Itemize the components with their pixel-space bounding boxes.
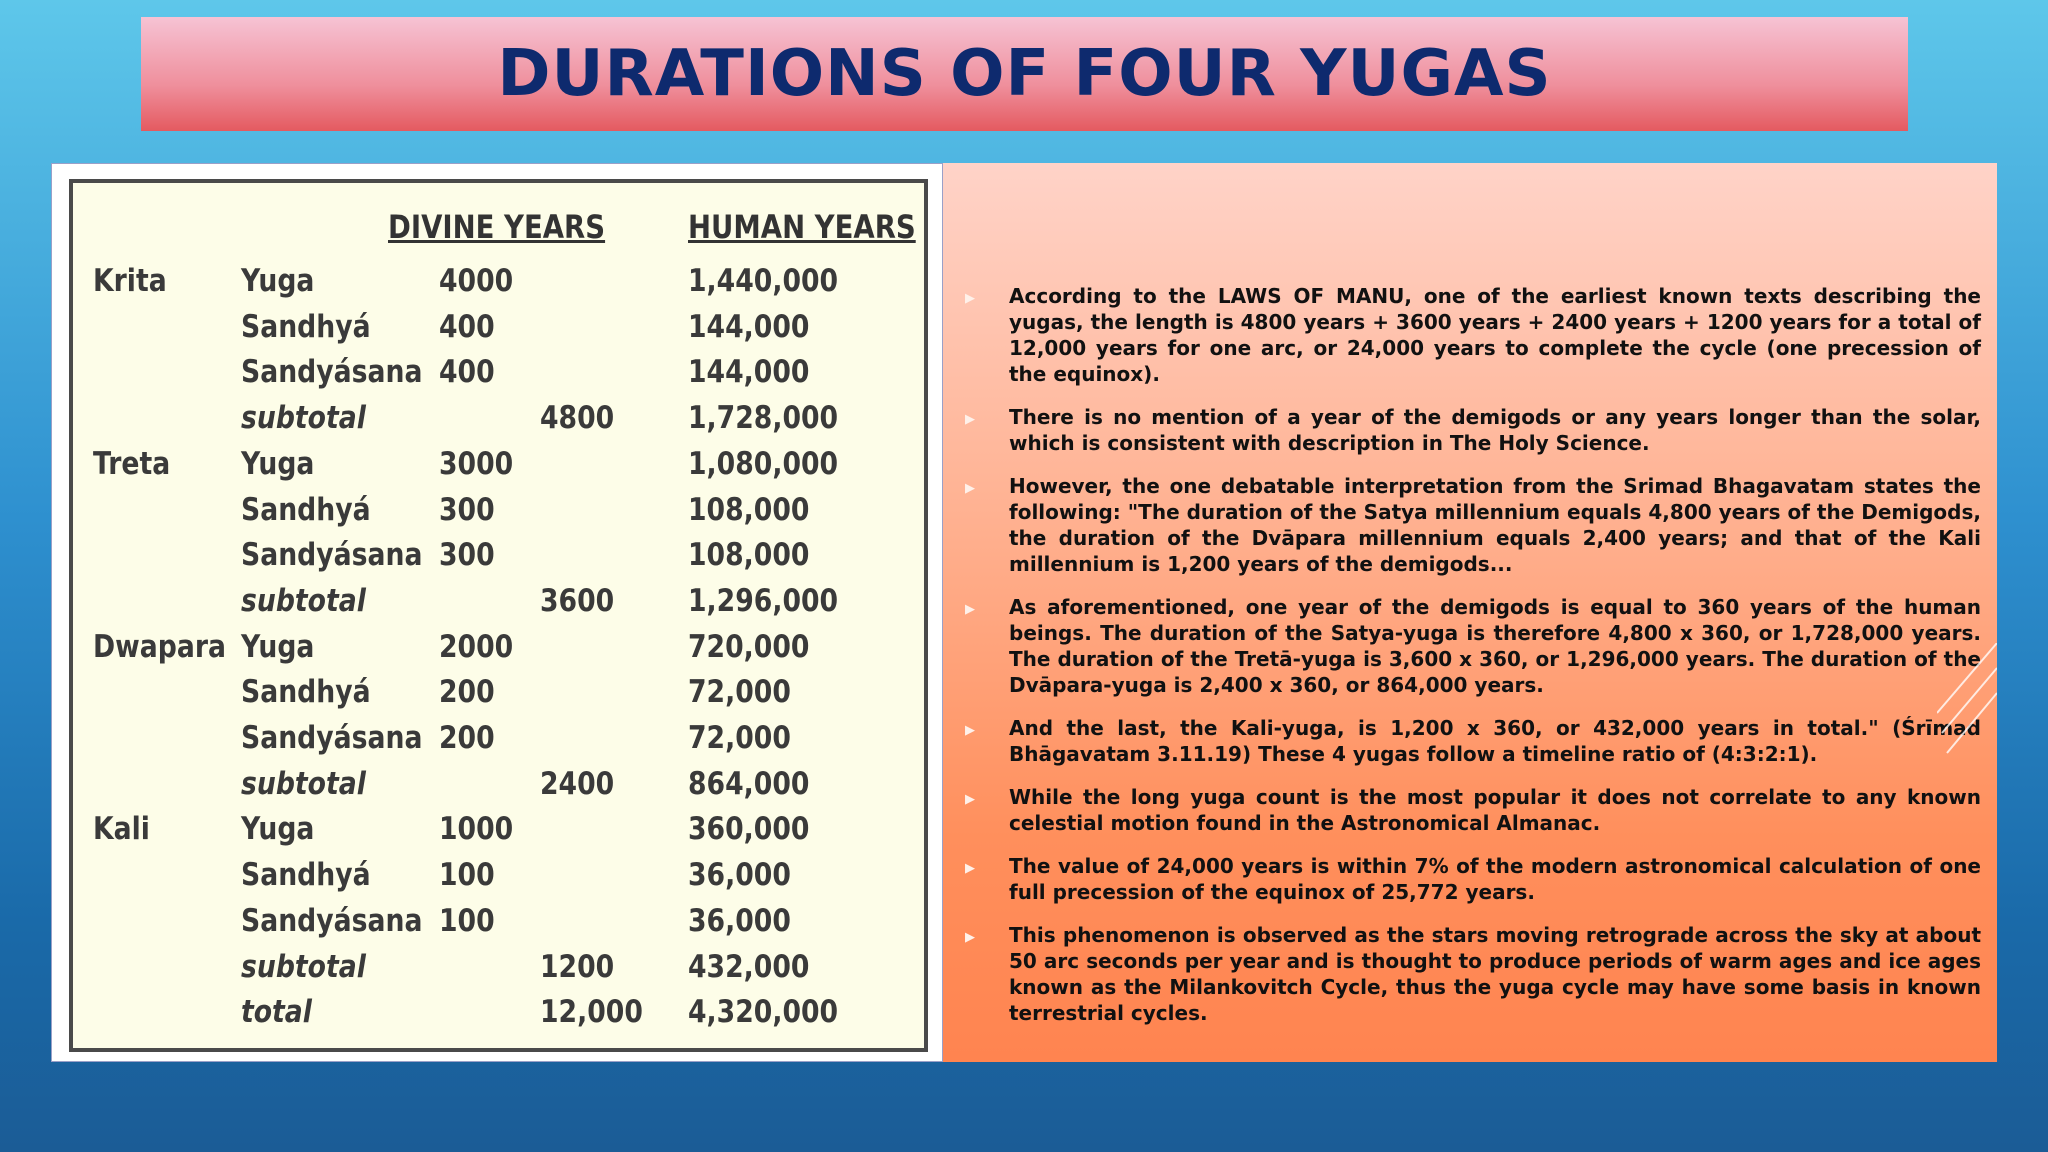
divine-years-cell: 4000 xyxy=(439,263,514,299)
bullet-text: According to the LAWS OF MANU, one of the earliest known texts describing the yugas, the length is 4800 years + 3600 years + 2400 years + 1200 years for a total of 12,000 years for one arc, or 24,000 years to complete the cycle (one precession of the equinox). xyxy=(1009,284,1981,386)
part-name-cell: subtotal xyxy=(241,948,366,985)
table-row xyxy=(73,720,924,764)
part-name-cell: Sandhyá xyxy=(241,308,371,345)
title-banner xyxy=(141,17,1908,131)
human-years-cell: 432,000 xyxy=(688,948,810,985)
bullet-text: This phenomenon is observed as the stars moving retrograde across the sky at about 50 arc seconds per year and is thought to produce periods of warm ages and ice ages known as the Milankovitch Cycle, thus the yuga cycle may have some basis in known terrestrial cycles. xyxy=(1009,923,1981,1025)
human-years-cell: 108,000 xyxy=(688,537,810,574)
human-years-cell: 36,000 xyxy=(688,902,791,939)
bullet-text: As aforementioned, one year of the demigods is equal to 360 years of the human beings. The duration of the Satya-yuga is therefore 4,800 x 360, or 1,728,000 years. The duration of the Tretā-yuga is 3,600 x 360, or 1,296,000 years. The duration of the Dvāpara-yuga is 2,400 x 360, or 864,000 years. xyxy=(1009,595,1981,697)
human-years-cell: 1,296,000 xyxy=(688,582,839,619)
bullet-text: However, the one debatable interpretation from the Srimad Bhagavatam states the following: "The duration of the Satya millennium equals 4,800 years of the Demigods, the duration of the Dvāpara millennium equals 2,400 years; and that of the Kali millennium is 1,200 years of the demigods... xyxy=(1009,474,1981,576)
human-years-cell: 1,728,000 xyxy=(688,400,839,437)
part-name-cell: subtotal xyxy=(241,400,366,437)
human-years-cell: 144,000 xyxy=(688,354,810,391)
table-row xyxy=(73,583,924,627)
divine-years-cell: 400 xyxy=(439,308,495,345)
part-name-cell: subtotal xyxy=(241,765,366,802)
table-row xyxy=(73,949,924,993)
table-row xyxy=(73,903,924,947)
table-row xyxy=(73,674,924,718)
yuga-name-cell: Krita xyxy=(93,263,167,299)
human-years-cell: 864,000 xyxy=(688,765,810,802)
triangle-bullet-icon: ▶ xyxy=(965,792,975,807)
part-name-cell: Sandhyá xyxy=(241,857,371,894)
yuga-name-cell: Treta xyxy=(93,445,171,482)
decorative-lines xyxy=(1937,643,1997,773)
bullet-item xyxy=(961,853,1981,905)
divine-years-cell: 100 xyxy=(439,902,495,939)
bullet-item xyxy=(961,922,1981,1026)
bullet-item xyxy=(961,715,1981,767)
yuga-table-image xyxy=(51,163,943,1062)
part-name-cell: Yuga xyxy=(241,445,315,482)
bullet-item xyxy=(961,473,1981,577)
part-name-cell: Sandyásana xyxy=(241,902,423,939)
table-row xyxy=(73,537,924,581)
table-row xyxy=(73,354,924,398)
triangle-bullet-icon: ▶ xyxy=(965,481,975,496)
divine-years-cell: 3000 xyxy=(439,445,514,482)
part-name-cell: Yuga xyxy=(241,811,315,848)
table-row xyxy=(73,263,924,307)
divine-years-cell: 400 xyxy=(439,354,495,391)
table-row xyxy=(73,446,924,490)
table-row xyxy=(73,492,924,536)
human-years-cell: 4,320,000 xyxy=(688,994,839,1031)
table-row xyxy=(73,766,924,810)
divine-years-cell: 200 xyxy=(439,720,495,756)
bullet-text: The value of 24,000 years is within 7% of the modern astronomical calculation of one full precession of the equinox of 25,772 years. xyxy=(1009,854,1981,904)
human-years-cell: 144,000 xyxy=(688,308,810,345)
human-years-cell: 72,000 xyxy=(688,674,791,711)
human-years-cell: 108,000 xyxy=(688,491,810,528)
bullet-text: While the long yuga count is the most popular it does not correlate to any known celestial motion found in the Astronomical Almanac. xyxy=(1009,785,1981,835)
subtotal-divine-cell: 12,000 xyxy=(540,994,643,1031)
header-divine-years: DIVINE YEARS xyxy=(388,208,606,246)
table-row xyxy=(73,857,924,901)
bullet-text: And the last, the Kali-yuga, is 1,200 x 360, or 432,000 years in total." (Śrīmad Bhāgavatam 3.11.19) These 4 yugas follow a timeline ratio of (4:3:2:1). xyxy=(1009,716,1981,766)
bullet-item xyxy=(961,404,1981,456)
part-name-cell: Sandhyá xyxy=(241,674,371,711)
part-name-cell: Yuga xyxy=(241,263,315,299)
divine-years-cell: 300 xyxy=(439,537,495,574)
table-row xyxy=(73,994,924,1038)
human-years-cell: 720,000 xyxy=(688,628,810,665)
part-name-cell: total xyxy=(241,994,312,1031)
divine-years-cell: 1000 xyxy=(439,811,514,848)
triangle-bullet-icon: ▶ xyxy=(965,291,975,306)
triangle-bullet-icon: ▶ xyxy=(965,723,975,738)
header-human-years: HUMAN YEARS xyxy=(688,208,916,246)
human-years-cell: 360,000 xyxy=(688,811,810,848)
table-row xyxy=(73,400,924,444)
part-name-cell: Sandyásana xyxy=(241,537,423,574)
part-name-cell: Sandhyá xyxy=(241,491,371,528)
divine-years-cell: 300 xyxy=(439,491,495,528)
part-name-cell: Sandyásana xyxy=(241,354,423,391)
table-row xyxy=(73,629,924,673)
yuga-table xyxy=(69,179,928,1052)
divine-years-cell: 100 xyxy=(439,857,495,894)
table-row xyxy=(73,309,924,353)
part-name-cell: Yuga xyxy=(241,628,315,665)
part-name-cell: subtotal xyxy=(241,582,366,619)
bullet-text: There is no mention of a year of the demigods or any years longer than the solar, which is consistent with description in The Holy Science. xyxy=(1009,405,1981,455)
divine-years-cell: 200 xyxy=(439,674,495,711)
bullet-item xyxy=(961,784,1981,836)
bullet-item xyxy=(961,283,1981,387)
bullet-list xyxy=(961,283,1981,1043)
triangle-bullet-icon: ▶ xyxy=(965,930,975,945)
divine-years-cell: 2000 xyxy=(439,628,514,665)
yuga-name-cell: Kali xyxy=(93,811,150,848)
subtotal-divine-cell: 2400 xyxy=(540,765,615,802)
subtotal-divine-cell: 4800 xyxy=(540,400,615,437)
text-panel xyxy=(943,163,1997,1062)
slide-title: DURATIONS OF FOUR YUGAS xyxy=(497,37,1552,111)
human-years-cell: 36,000 xyxy=(688,857,791,894)
subtotal-divine-cell: 3600 xyxy=(540,582,615,619)
human-years-cell: 72,000 xyxy=(688,720,791,756)
triangle-bullet-icon: ▶ xyxy=(965,412,975,427)
triangle-bullet-icon: ▶ xyxy=(965,602,975,617)
table-row xyxy=(73,811,924,855)
human-years-cell: 1,080,000 xyxy=(688,445,839,482)
subtotal-divine-cell: 1200 xyxy=(540,948,615,985)
yuga-name-cell: Dwapara xyxy=(93,628,226,665)
bullet-item xyxy=(961,594,1981,698)
human-years-cell: 1,440,000 xyxy=(688,263,839,299)
part-name-cell: Sandyásana xyxy=(241,720,423,756)
triangle-bullet-icon: ▶ xyxy=(965,861,975,876)
